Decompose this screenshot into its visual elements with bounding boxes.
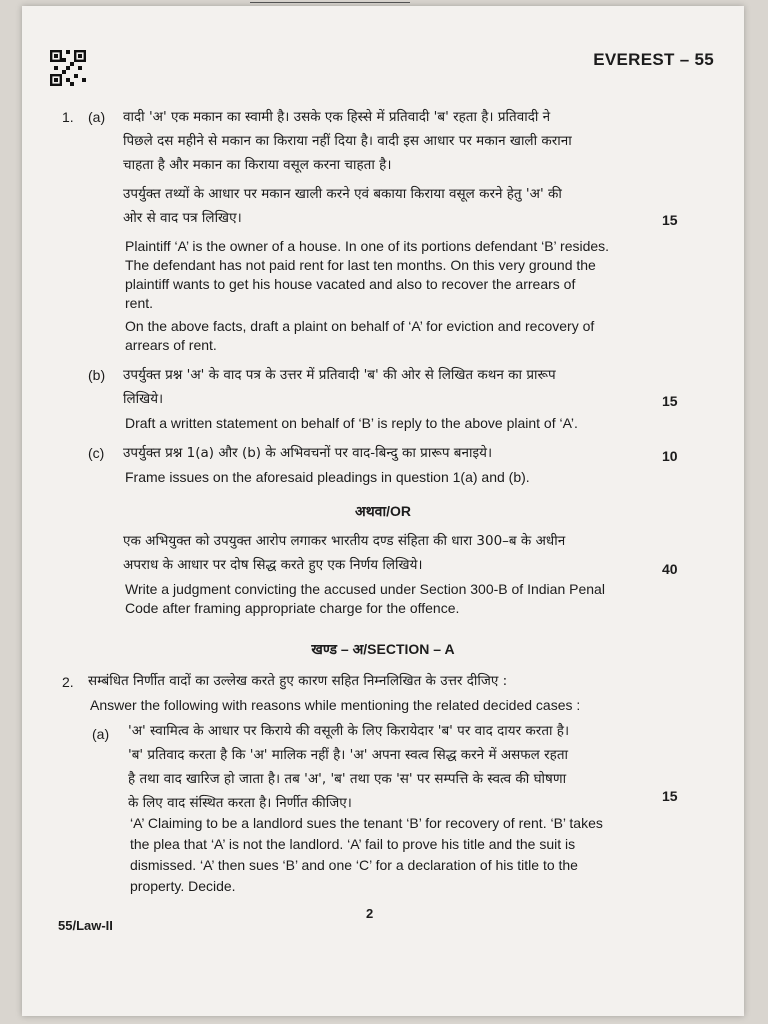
hindi-text: उपर्युक्त प्रश्न 'अ' के वाद पत्र के उत्तर में प्रतिवादी 'ब' की ओर से लिखित कथन का प्रारूप	[123, 367, 556, 383]
page-number: 2	[366, 906, 374, 921]
marks: 15	[662, 788, 678, 804]
subquestion-label: (a)	[88, 109, 106, 125]
english-text: Plaintiff ‘A’ is the owner of a house. In one of its portions defendant ‘B’ resides.	[125, 238, 610, 254]
or-divider: अथवा/OR	[355, 503, 411, 519]
marks: 15	[662, 393, 678, 409]
top-rule	[250, 2, 410, 3]
english-text: property. Decide.	[130, 878, 236, 894]
paper-code: 55/Law-II	[58, 918, 113, 933]
hindi-text: 'ब' प्रतिवाद करता है कि 'अ' मालिक नहीं है। 'अ' अपना स्वत्व सिद्ध करने में असफल रहता	[128, 747, 569, 763]
qr-code-icon	[50, 50, 86, 86]
english-text: Code after framing appropriate charge for the offence.	[125, 600, 460, 616]
question-number: 1.	[62, 109, 74, 125]
marks: 15	[662, 212, 678, 228]
exam-page	[22, 6, 744, 1016]
hindi-text: चाहता है और मकान का किराया वसूल करना चाहता है।	[123, 157, 392, 173]
hindi-text: उपर्युक्त प्रश्न 1(a) और (b) के अभिवचनों पर वाद-बिन्दु का प्रारूप बनाइये।	[123, 445, 493, 461]
english-text: Answer the following with reasons while mentioning the related decided cases :	[90, 697, 581, 713]
english-text: arrears of rent.	[125, 337, 217, 353]
hindi-text: 'अ' स्वामित्व के आधार पर किराये की वसूली के लिए किरायेदार 'ब' पर वाद दायर करता है।	[128, 723, 570, 739]
marks: 40	[662, 561, 678, 577]
english-text: Write a judgment convicting the accused under Section 300-B of Indian Penal	[125, 581, 605, 597]
hindi-text: ओर से वाद पत्र लिखिए।	[123, 210, 242, 226]
english-text: Draft a written statement on behalf of ‘B’ is reply to the above plaint of ‘A’.	[125, 415, 578, 431]
english-text: dismissed. ‘A’ then sues ‘B’ and one ‘C’ for a declaration of his title to the	[130, 857, 578, 873]
english-text: Frame issues on the aforesaid pleadings in question 1(a) and (b).	[125, 469, 530, 485]
section-heading: खण्ड – अ/SECTION – A	[311, 641, 455, 657]
english-text: rent.	[125, 295, 154, 311]
english-text: On the above facts, draft a plaint on behalf of ‘A’ for eviction and recovery of	[125, 318, 595, 334]
hindi-text: एक अभियुक्त को उपयुक्त आरोप लगाकर भारतीय दण्ड संहिता की धारा 300–ब के अधीन	[123, 533, 566, 549]
exam-title: EVEREST – 55	[593, 50, 714, 69]
subquestion-label: (b)	[88, 367, 106, 383]
subquestion-label: (a)	[92, 726, 110, 742]
english-text: the plea that ‘A’ is not the landlord. ‘A’ fail to prove his title and the suit is	[130, 836, 576, 852]
question-number: 2.	[62, 674, 74, 690]
english-text: The defendant has not paid rent for last ten months. On this very ground the	[125, 257, 596, 273]
hindi-text: उपर्युक्त तथ्यों के आधार पर मकान खाली करने एवं बकाया किराया वसूल करने हेतु 'अ' की	[123, 186, 562, 202]
hindi-text: अपराध के आधार पर दोष सिद्ध करते हुए एक निर्णय लिखिये।	[123, 557, 423, 573]
hindi-text: है तथा वाद खारिज हो जाता है। तब 'अ', 'ब' तथा एक 'स' पर सम्पत्ति के स्वत्व की घोषणा	[128, 771, 567, 787]
hindi-text: वादी 'अ' एक मकान का स्वामी है। उसके एक हिस्से में प्रतिवादी 'ब' रहता है। प्रतिवादी ने	[123, 109, 551, 125]
hindi-text: पिछले दस महीने से मकान का किराया नहीं दिया है। वादी इस आधार पर मकान खाली कराना	[123, 133, 572, 149]
hindi-text: लिखिये।	[123, 391, 164, 407]
hindi-text: के लिए वाद संस्थित करता है। निर्णीत कीजिए।	[128, 795, 352, 811]
english-text: ‘A’ Claiming to be a landlord sues the tenant ‘B’ for recovery of rent. ‘B’ takes	[130, 815, 603, 831]
hindi-text: सम्बंधित निर्णीत वादों का उल्लेख करते हुए कारण सहित निम्नलिखित के उत्तर दीजिए :	[88, 673, 508, 689]
subquestion-label: (c)	[88, 445, 105, 461]
english-text: plaintiff wants to get his house vacated and also to recover the arrears of	[125, 276, 576, 292]
marks: 10	[662, 448, 678, 464]
